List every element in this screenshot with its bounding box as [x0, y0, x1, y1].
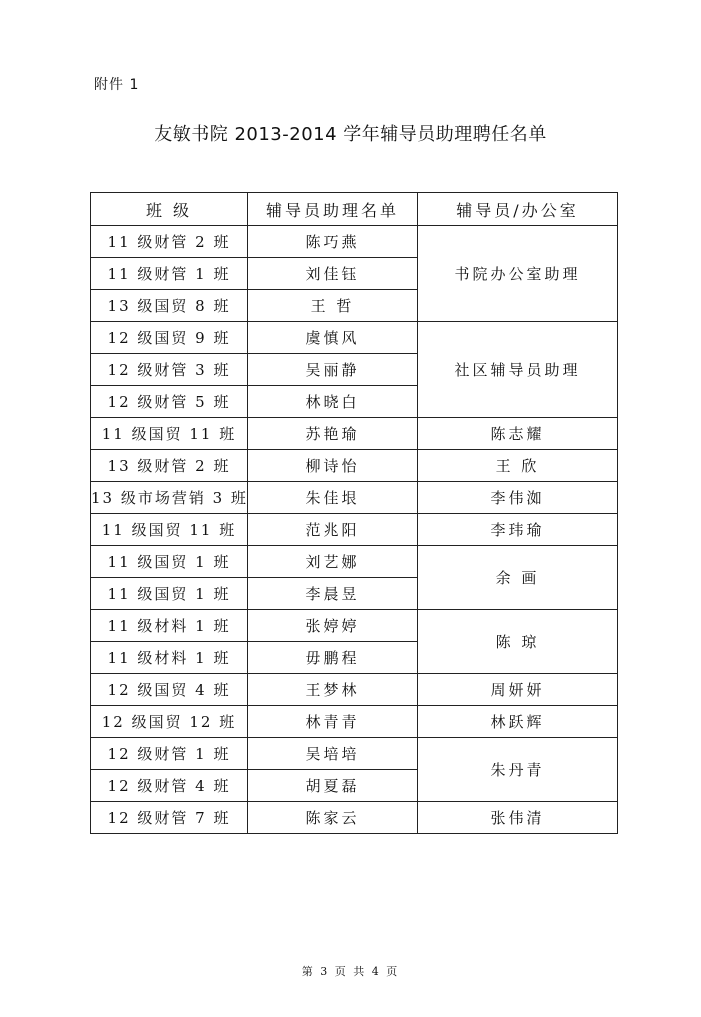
- column-header-assistant: 辅导员助理名单: [248, 193, 418, 226]
- advisor-office-cell: 周妍妍: [418, 674, 618, 706]
- page-number: 第 3 页 共 4 页: [301, 965, 400, 978]
- class-cell: 13 级国贸 8 班: [91, 290, 248, 322]
- class-cell: 12 级财管 4 班: [91, 770, 248, 802]
- table-row: [91, 322, 618, 354]
- class-cell: 12 级财管 1 班: [91, 738, 248, 770]
- class-cell: 11 级国贸 1 班: [91, 578, 248, 610]
- table-row: [91, 706, 618, 738]
- class-cell: 12 级国贸 4 班: [91, 674, 248, 706]
- assistant-name-cell: 刘艺娜: [248, 546, 418, 578]
- column-header-class: 班 级: [91, 193, 248, 226]
- assistant-name-cell: 胡夏磊: [248, 770, 418, 802]
- table-row: [91, 802, 618, 834]
- advisor-office-cell: 余 画: [418, 546, 618, 610]
- table-row: [91, 674, 618, 706]
- class-cell: 13 级财管 2 班: [91, 450, 248, 482]
- class-cell: 11 级财管 2 班: [91, 226, 248, 258]
- advisor-office-cell: 李玮瑜: [418, 514, 618, 546]
- advisor-office-cell: 王 欣: [418, 450, 618, 482]
- class-cell: 12 级国贸 9 班: [91, 322, 248, 354]
- assistant-name-cell: 范兆阳: [248, 514, 418, 546]
- assistant-name-cell: 毋鹏程: [248, 642, 418, 674]
- advisor-office-cell: 张伟清: [418, 802, 618, 834]
- advisor-office-cell: 社区辅导员助理: [418, 322, 618, 418]
- assistant-name-cell: 陈家云: [248, 802, 418, 834]
- table-header-row: [91, 193, 618, 226]
- advisor-office-cell: 陈 琼: [418, 610, 618, 674]
- assistant-roster-table: [90, 192, 618, 834]
- attachment-label: 附件 1: [94, 77, 140, 93]
- advisor-office-cell: 陈志耀: [418, 418, 618, 450]
- class-cell: 11 级材料 1 班: [91, 610, 248, 642]
- table-row: [91, 418, 618, 450]
- class-cell: 12 级财管 3 班: [91, 354, 248, 386]
- table-row: [91, 450, 618, 482]
- table-row: [91, 738, 618, 770]
- assistant-name-cell: 陈巧燕: [248, 226, 418, 258]
- assistant-name-cell: 苏艳瑜: [248, 418, 418, 450]
- class-cell: 11 级财管 1 班: [91, 258, 248, 290]
- assistant-name-cell: 李晨昱: [248, 578, 418, 610]
- assistant-name-cell: 王 哲: [248, 290, 418, 322]
- table-row: [91, 482, 618, 514]
- class-cell: 11 级国贸 11 班: [91, 418, 248, 450]
- class-cell: 12 级财管 7 班: [91, 802, 248, 834]
- advisor-office-cell: 李伟洳: [418, 482, 618, 514]
- assistant-name-cell: 林晓白: [248, 386, 418, 418]
- table-row: [91, 226, 618, 258]
- column-header-advisor: 辅导员/办公室: [418, 193, 618, 226]
- assistant-name-cell: 张婷婷: [248, 610, 418, 642]
- assistant-name-cell: 王梦林: [248, 674, 418, 706]
- class-cell: 11 级材料 1 班: [91, 642, 248, 674]
- assistant-name-cell: 柳诗怡: [248, 450, 418, 482]
- assistant-name-cell: 虞慎风: [248, 322, 418, 354]
- class-cell: 11 级国贸 1 班: [91, 546, 248, 578]
- assistant-name-cell: 吴丽静: [248, 354, 418, 386]
- table-body: [91, 226, 618, 834]
- advisor-office-cell: 书院办公室助理: [418, 226, 618, 322]
- document-title: 友敏书院 2013-2014 学年辅导员助理聘任名单: [154, 124, 547, 145]
- table-row: [91, 610, 618, 642]
- advisor-office-cell: 朱丹青: [418, 738, 618, 802]
- class-cell: 12 级财管 5 班: [91, 386, 248, 418]
- assistant-name-cell: 刘佳钰: [248, 258, 418, 290]
- assistant-name-cell: 朱佳垠: [248, 482, 418, 514]
- advisor-office-cell: 林跃辉: [418, 706, 618, 738]
- class-cell: 12 级国贸 12 班: [91, 706, 248, 738]
- assistant-name-cell: 林青青: [248, 706, 418, 738]
- assistant-name-cell: 吴培培: [248, 738, 418, 770]
- table-row: [91, 546, 618, 578]
- table-row: [91, 514, 618, 546]
- class-cell: 13 级市场营销 3 班: [91, 482, 248, 514]
- class-cell: 11 级国贸 11 班: [91, 514, 248, 546]
